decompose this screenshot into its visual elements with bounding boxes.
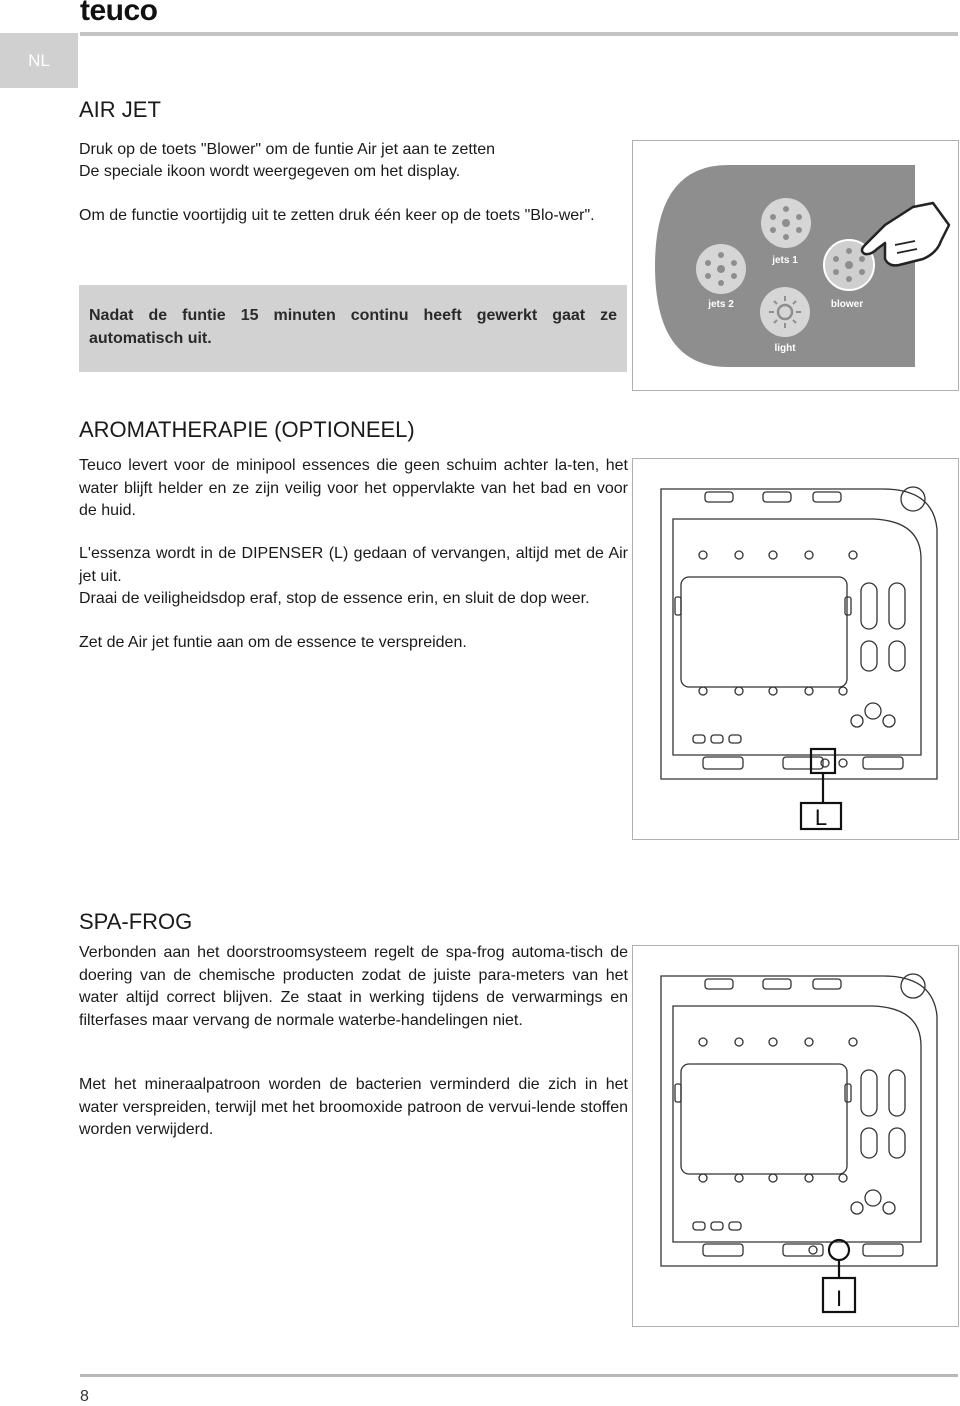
air-jet-note-text: Nadat de funtie 15 minuten continu heeft gewerkt gaat ze automatisch uit. xyxy=(89,307,617,347)
light-label: light xyxy=(774,343,796,354)
spa-frog-paragraph-2: Met het mineraalpatroon worden de bacterien verminderd die zich in het water verspreiden, terwijl met het broomoxide patroon de vervui-lende stoffen worden verwijderd. xyxy=(79,1076,628,1138)
control-panel-illustration xyxy=(633,141,958,390)
tub-top-view-illustration-2 xyxy=(633,946,958,1326)
jets-1-icon xyxy=(761,198,811,248)
air-jet-line-2: De speciale ikoon wordt weergegeven om het display. xyxy=(79,163,461,180)
air-jet-note-box xyxy=(79,285,627,372)
tub-figure-spa-frog xyxy=(632,945,959,1327)
blower-label: blower xyxy=(830,299,864,310)
page-number: 8 xyxy=(80,1388,89,1405)
tub-figure-dispenser xyxy=(632,458,959,840)
language-tab: NL xyxy=(0,33,78,88)
control-panel-figure xyxy=(632,140,959,391)
aromatherapy-paragraph-1: Teuco levert voor de minipool essences die geen schuim achter la-ten, het water blijft helder en ze zijn veilig voor het oppervlakte van het bad en voor de huid. xyxy=(79,457,628,519)
air-jet-title: AIR JET xyxy=(79,97,161,122)
air-jet-paragraph: Om de functie voortijdig uit te zetten druk één keer op de toets "Blo-wer". xyxy=(79,207,595,224)
jets-2-icon xyxy=(696,244,746,294)
aromatherapy-paragraph-4: Zet de Air jet funtie aan om de essence te verspreiden. xyxy=(79,634,467,651)
brand-logo: teuco xyxy=(80,0,158,27)
spa-frog-title: SPA-FROG xyxy=(79,909,193,934)
air-jet-line-1: Druk op de toets "Blower" om de funtie Air jet aan te zetten xyxy=(79,141,496,158)
spa-frog-paragraph-1: Verbonden aan het doorstroomsysteem regelt de spa-frog automa-tisch de doering van de chemische producten zodat de juiste para-meters van het water altijd correct blijven. Ze staat in werking tijdens de verwarmings en filterfases maar vervang de normale waterbe-handelingen niet. xyxy=(79,944,628,1029)
light-icon xyxy=(760,287,810,337)
dispenser-label: L xyxy=(814,805,828,830)
jets-1-label: jets 1 xyxy=(772,255,798,266)
spa-frog-label: I xyxy=(835,1286,843,1311)
jets-2-label: jets 2 xyxy=(708,299,734,310)
tub-top-view-illustration xyxy=(633,459,958,839)
aromatherapy-paragraph-2: L'essenza wordt in de DIPENSER (L) gedaan of vervangen, altijd met de Air jet uit. xyxy=(79,545,628,585)
aromatherapy-title: AROMATHERAPIE (OPTIONEEL) xyxy=(79,417,415,442)
footer-rule xyxy=(80,1374,958,1377)
aromatherapy-paragraph-3: Draai de veiligheidsdop eraf, stop de essence erin, en sluit de dop weer. xyxy=(79,590,590,607)
header-rule xyxy=(80,32,958,36)
